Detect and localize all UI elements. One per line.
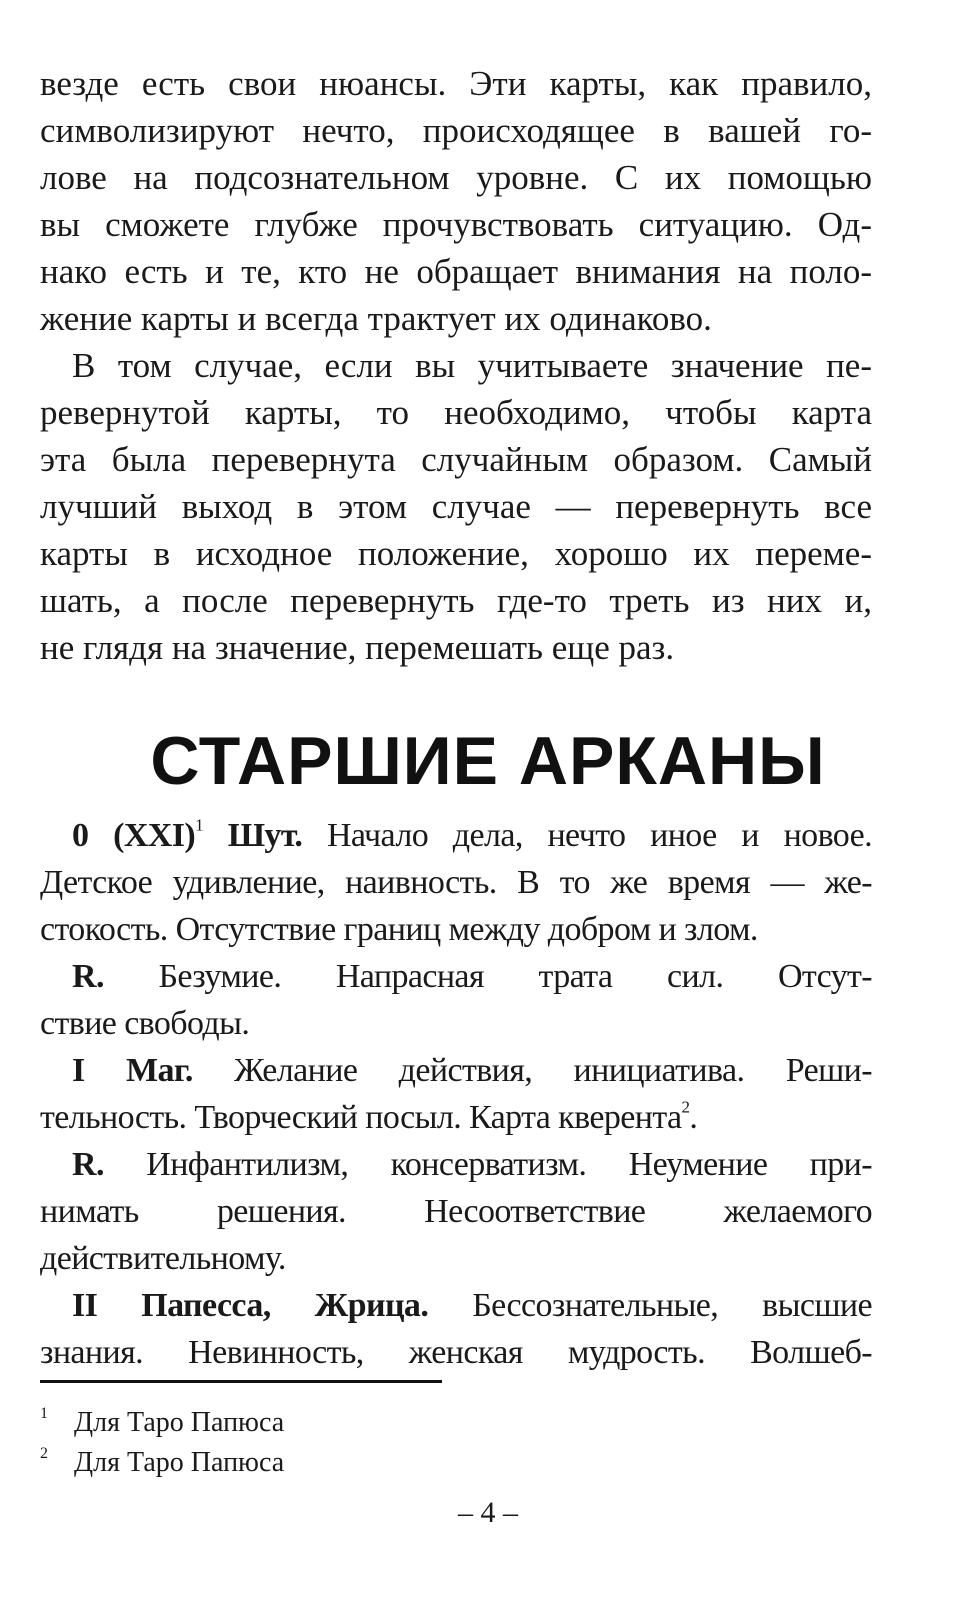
footnote-divider [40, 1380, 442, 1383]
section-heading: СТАРШИЕ АРКАНЫ [150, 723, 826, 799]
text-run: знания. Невинность, женская мудрость. Волшеб- [40, 1334, 872, 1371]
text-run: Детское удивление, наивность. В то же время — же- [40, 864, 872, 901]
text-run: вы сможете глубже прочувствовать ситуацию. Од- [40, 205, 872, 244]
text-run: нако есть и те, кто не обращает внимания на поло- [40, 252, 872, 291]
bold-term: R. [72, 958, 104, 995]
footnote [40, 1396, 284, 1441]
footnote [40, 1436, 284, 1481]
text-run: символизируют нечто, происходящее в вашей го- [40, 111, 872, 150]
text-run: Начало дела, нечто иное и новое. [302, 817, 873, 854]
text-line [40, 530, 872, 577]
text-run: нимать решения. Несоответствие желаемого [40, 1193, 872, 1230]
text-line [72, 342, 872, 389]
text-run: жение карты и всегда трактует их одинаково. [40, 299, 712, 338]
text-line [72, 1047, 872, 1094]
text-line [40, 483, 872, 530]
text-line [72, 1282, 872, 1329]
text-run: шать, а после перевернуть где-то треть из них и, [40, 581, 872, 620]
text-run: действительному. [40, 1240, 286, 1277]
text-run: ствие свободы. [40, 1005, 250, 1042]
footnote-ref: 1 [195, 815, 203, 835]
text-line [40, 859, 872, 906]
footnote-text: Для Таро Папюса [74, 1406, 285, 1438]
text-line [40, 201, 872, 248]
text-line [40, 1188, 872, 1235]
bold-term: II Папесса, Жрица. [72, 1287, 429, 1324]
bold-term: I Маг. [72, 1052, 193, 1089]
text-line [72, 812, 872, 859]
bold-term: 0 (XXI) [72, 817, 196, 854]
footnote-ref: 2 [681, 1097, 690, 1117]
text-line [40, 107, 872, 154]
text-run: В том случае, если вы учитываете значение пе- [72, 346, 872, 385]
footnote-text: Для Таро Папюса [74, 1446, 285, 1478]
footnote-number: 1 [40, 1405, 48, 1422]
text-line [72, 953, 872, 1000]
text-run: стокость. Отсутствие границ между добром и злом. [40, 911, 758, 948]
text-run: лучший выход в этом случае — перевернуть все [40, 487, 872, 526]
text-line [40, 60, 872, 107]
text-run: ревернутой карты, то необходимо, чтобы карта [40, 393, 872, 432]
text-line [40, 1329, 872, 1376]
text-line [72, 1141, 872, 1188]
text-run: везде есть свои нюансы. Эти карты, как правило, [40, 64, 872, 103]
text-run: Безумие. Напрасная трата сил. Отсут- [103, 958, 872, 995]
text-line [40, 1094, 872, 1141]
text-run: эта была перевернута случайным образом. Самый [40, 440, 872, 479]
footnote-number: 2 [40, 1445, 48, 1462]
text-run: Инфантилизм, консерватизм. Неумение при- [103, 1146, 872, 1183]
text-run: не глядя на значение, перемешать еще раз. [40, 628, 675, 667]
text-run: . [689, 1099, 698, 1136]
text-line [40, 906, 872, 953]
bold-term: R. [72, 1146, 104, 1183]
text-run: Бессознательные, высшие [428, 1287, 872, 1324]
text-line [40, 295, 872, 342]
bold-term: Шут. [203, 817, 303, 854]
text-run: тельность. Творческий посыл. Карта кверента [40, 1099, 682, 1136]
text-line [40, 248, 872, 295]
text-line [40, 1235, 872, 1282]
text-line [40, 577, 872, 624]
text-line [40, 1000, 872, 1047]
text-run: Желание действия, инициатива. Реши- [192, 1052, 872, 1089]
text-line [40, 389, 872, 436]
text-run: карты в исходное положение, хорошо их переме- [40, 534, 872, 573]
text-run: лове на подсознательном уровне. С их помощью [40, 158, 872, 197]
text-line [40, 624, 872, 671]
text-line [40, 436, 872, 483]
page-number: – 4 – [458, 1496, 518, 1529]
text-line [40, 154, 872, 201]
